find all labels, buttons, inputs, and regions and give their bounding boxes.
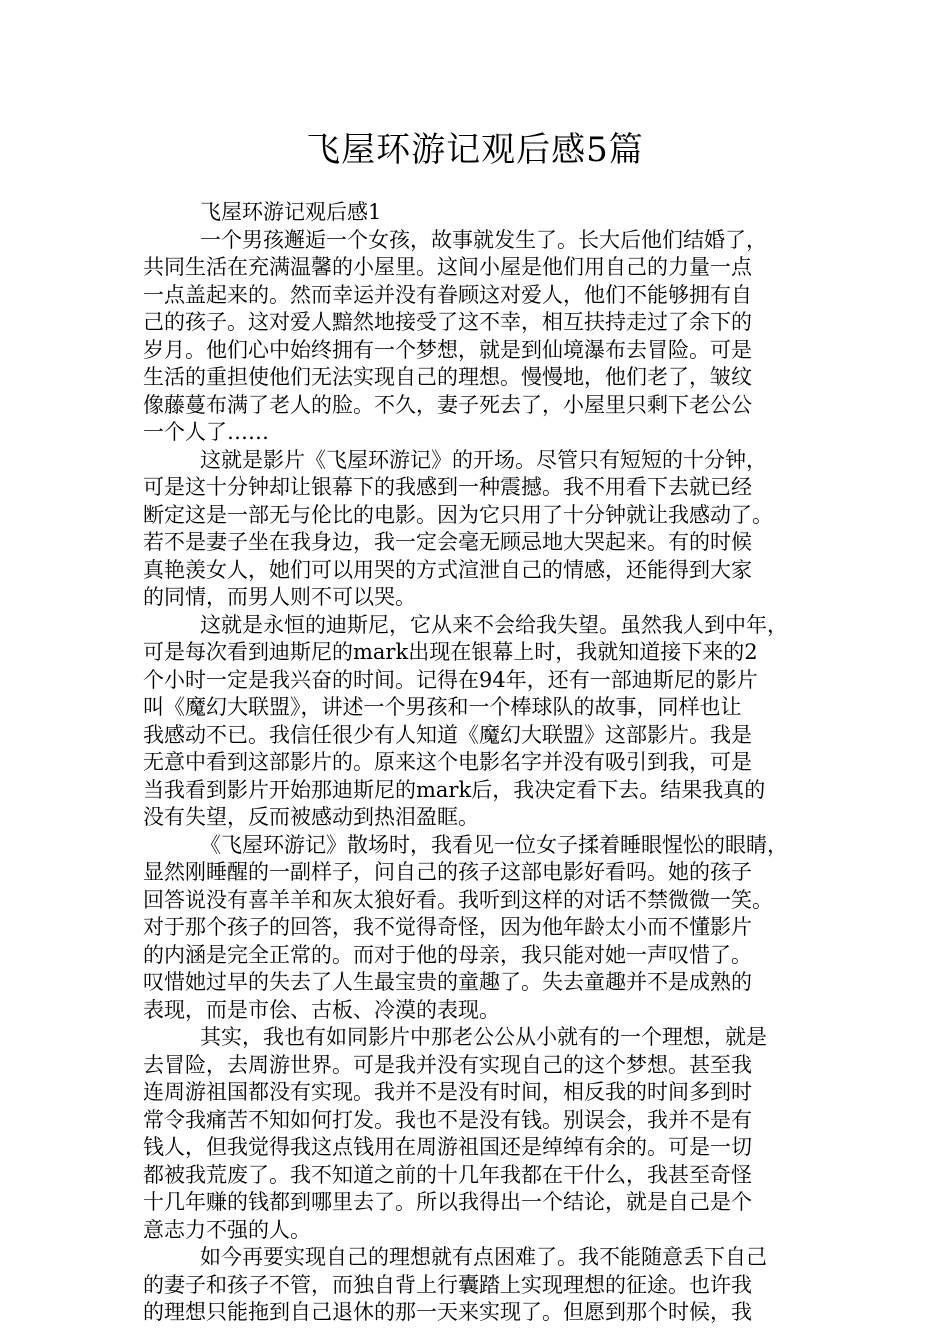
text-line: 可是这十分钟却让银幕下的我感到一种震撼。我不用看下去就已经 (143, 475, 752, 499)
text-line: 回答说没有喜羊羊和灰太狼好看。我听到这样的对话不禁微微一笑。 (143, 887, 773, 912)
text-line: 都被我荒废了。我不知道之前的十几年我都在干什么，我甚至奇怪 (143, 1162, 752, 1187)
text-line: 《飞屋环游记》散场时，我看见一位女子揉着睡眼惺忪的眼睛， (200, 832, 788, 857)
text-line: 叫《魔幻大联盟》，讲述一个男孩和一个棒球队的故事，同样也让 (143, 695, 742, 719)
paragraph (143, 832, 813, 1025)
text-line: 个小时一定是我兴奋的时间。记得在94年，还有一部迪斯尼的影片 (143, 667, 758, 692)
text-line: 这就是影片《飞屋环游记》的开场。尽管只有短短的十分钟， (200, 447, 767, 472)
paragraph (143, 227, 813, 447)
text-line: 若不是妻子坐在我身边，我一定会毫无顾忌地大哭起来。有的时候 (143, 530, 752, 554)
text-line: 没有失望，反而被感动到热泪盈眶。 (143, 805, 479, 829)
text-line: 的同情，而男人则不可以哭。 (143, 585, 416, 609)
text-line: 像藤蔓布满了老人的脸。不久，妻子死去了，小屋里只剩下老公公 (143, 392, 752, 417)
paragraph (143, 1244, 813, 1327)
text-line: 一点盖起来的。然而幸运并没有眷顾这对爱人，他们不能够拥有自 (143, 282, 752, 307)
text-line: 可是每次看到迪斯尼的mark出现在银幕上时，我就知道接下来的2 (143, 640, 758, 664)
text-line: 生活的重担使他们无法实现自己的理想。慢慢地，他们老了，皱纹 (143, 365, 752, 389)
text-line: 去冒险，去周游世界。可是我并没有实现自己的这个梦想。甚至我 (143, 1052, 752, 1077)
text-line: 断定这是一部无与伦比的电影。因为它只用了十分钟就让我感动了。 (143, 502, 773, 527)
text-line: 一个人了…… (143, 420, 269, 444)
text-line: 钱人，但我觉得我这点钱用在周游祖国还是绰绰有余的。可是一切 (143, 1135, 752, 1159)
text-line: 的理想只能拖到自己退休的那一天来实现了。但愿到那个时候，我 (143, 1300, 752, 1324)
text-line: 己的孩子。这对爱人黯然地接受了这不幸，相互扶持走过了余下的 (143, 310, 752, 334)
text-line: 连周游祖国都没有实现。我并不是没有时间，相反我的时间多到时 (143, 1080, 752, 1104)
text-line: 这就是永恒的迪斯尼，它从来不会给我失望。虽然我人到中年， (200, 612, 788, 637)
text-line: 意志力不强的人。 (143, 1217, 311, 1242)
paragraph-list (143, 227, 813, 1327)
text-line: 当我看到影片开始那迪斯尼的mark后，我决定看下去。结果我真的 (143, 777, 766, 802)
section-heading: 飞屋环游记观后感1 (200, 200, 382, 224)
paragraph (143, 612, 813, 832)
text-line: 真艳羡女人，她们可以用哭的方式渲泄自己的情感，还能得到大家 (143, 557, 752, 582)
text-line: 共同生活在充满温馨的小屋里。这间小屋是他们用自己的力量一点 (143, 255, 752, 279)
paragraph (143, 1024, 813, 1244)
text-line: 表现，而是市侩、古板、冷漠的表现。 (143, 997, 500, 1022)
document-body (143, 199, 813, 1327)
text-line: 我感动不已。我信任很少有人知道《魔幻大联盟》这部影片。我是 (143, 722, 752, 747)
text-line: 十几年赚的钱都到哪里去了。所以我得出一个结论，就是自己是个 (143, 1190, 752, 1214)
document-title: 飞屋环游记观后感5篇 (306, 130, 644, 170)
text-line: 一个男孩邂逅一个女孩，故事就发生了。长大后他们结婚了， (200, 227, 767, 252)
text-line: 如今再要实现自己的理想就有点困难了。我不能随意丢下自己 (200, 1245, 767, 1269)
text-line: 对于那个孩子的回答，我不觉得奇怪，因为他年龄太小而不懂影片 (143, 915, 752, 939)
text-line: 其实，我也有如同影片中那老公公从小就有的一个理想，就是 (200, 1025, 767, 1049)
paragraph (143, 447, 813, 612)
text-line: 的内涵是完全正常的。而对于他的母亲，我只能对她一声叹惜了。 (143, 942, 752, 967)
text-line: 常令我痛苦不知如何打发。我也不是没有钱。别误会，我并不是有 (143, 1107, 752, 1132)
text-line: 无意中看到这部影片的。原来这个电影名字并没有吸引到我，可是 (143, 750, 752, 774)
text-line: 的妻子和孩子不管，而独自背上行囊踏上实现理想的征途。也许我 (143, 1272, 752, 1297)
text-line: 岁月。他们心中始终拥有一个梦想，就是到仙境瀑布去冒险。可是 (143, 337, 752, 362)
text-line: 显然刚睡醒的一副样子，问自己的孩子这部电影好看吗。她的孩子 (143, 860, 752, 884)
text-line: 叹惜她过早的失去了人生最宝贵的童趣了。失去童趣并不是成熟的 (143, 970, 752, 994)
